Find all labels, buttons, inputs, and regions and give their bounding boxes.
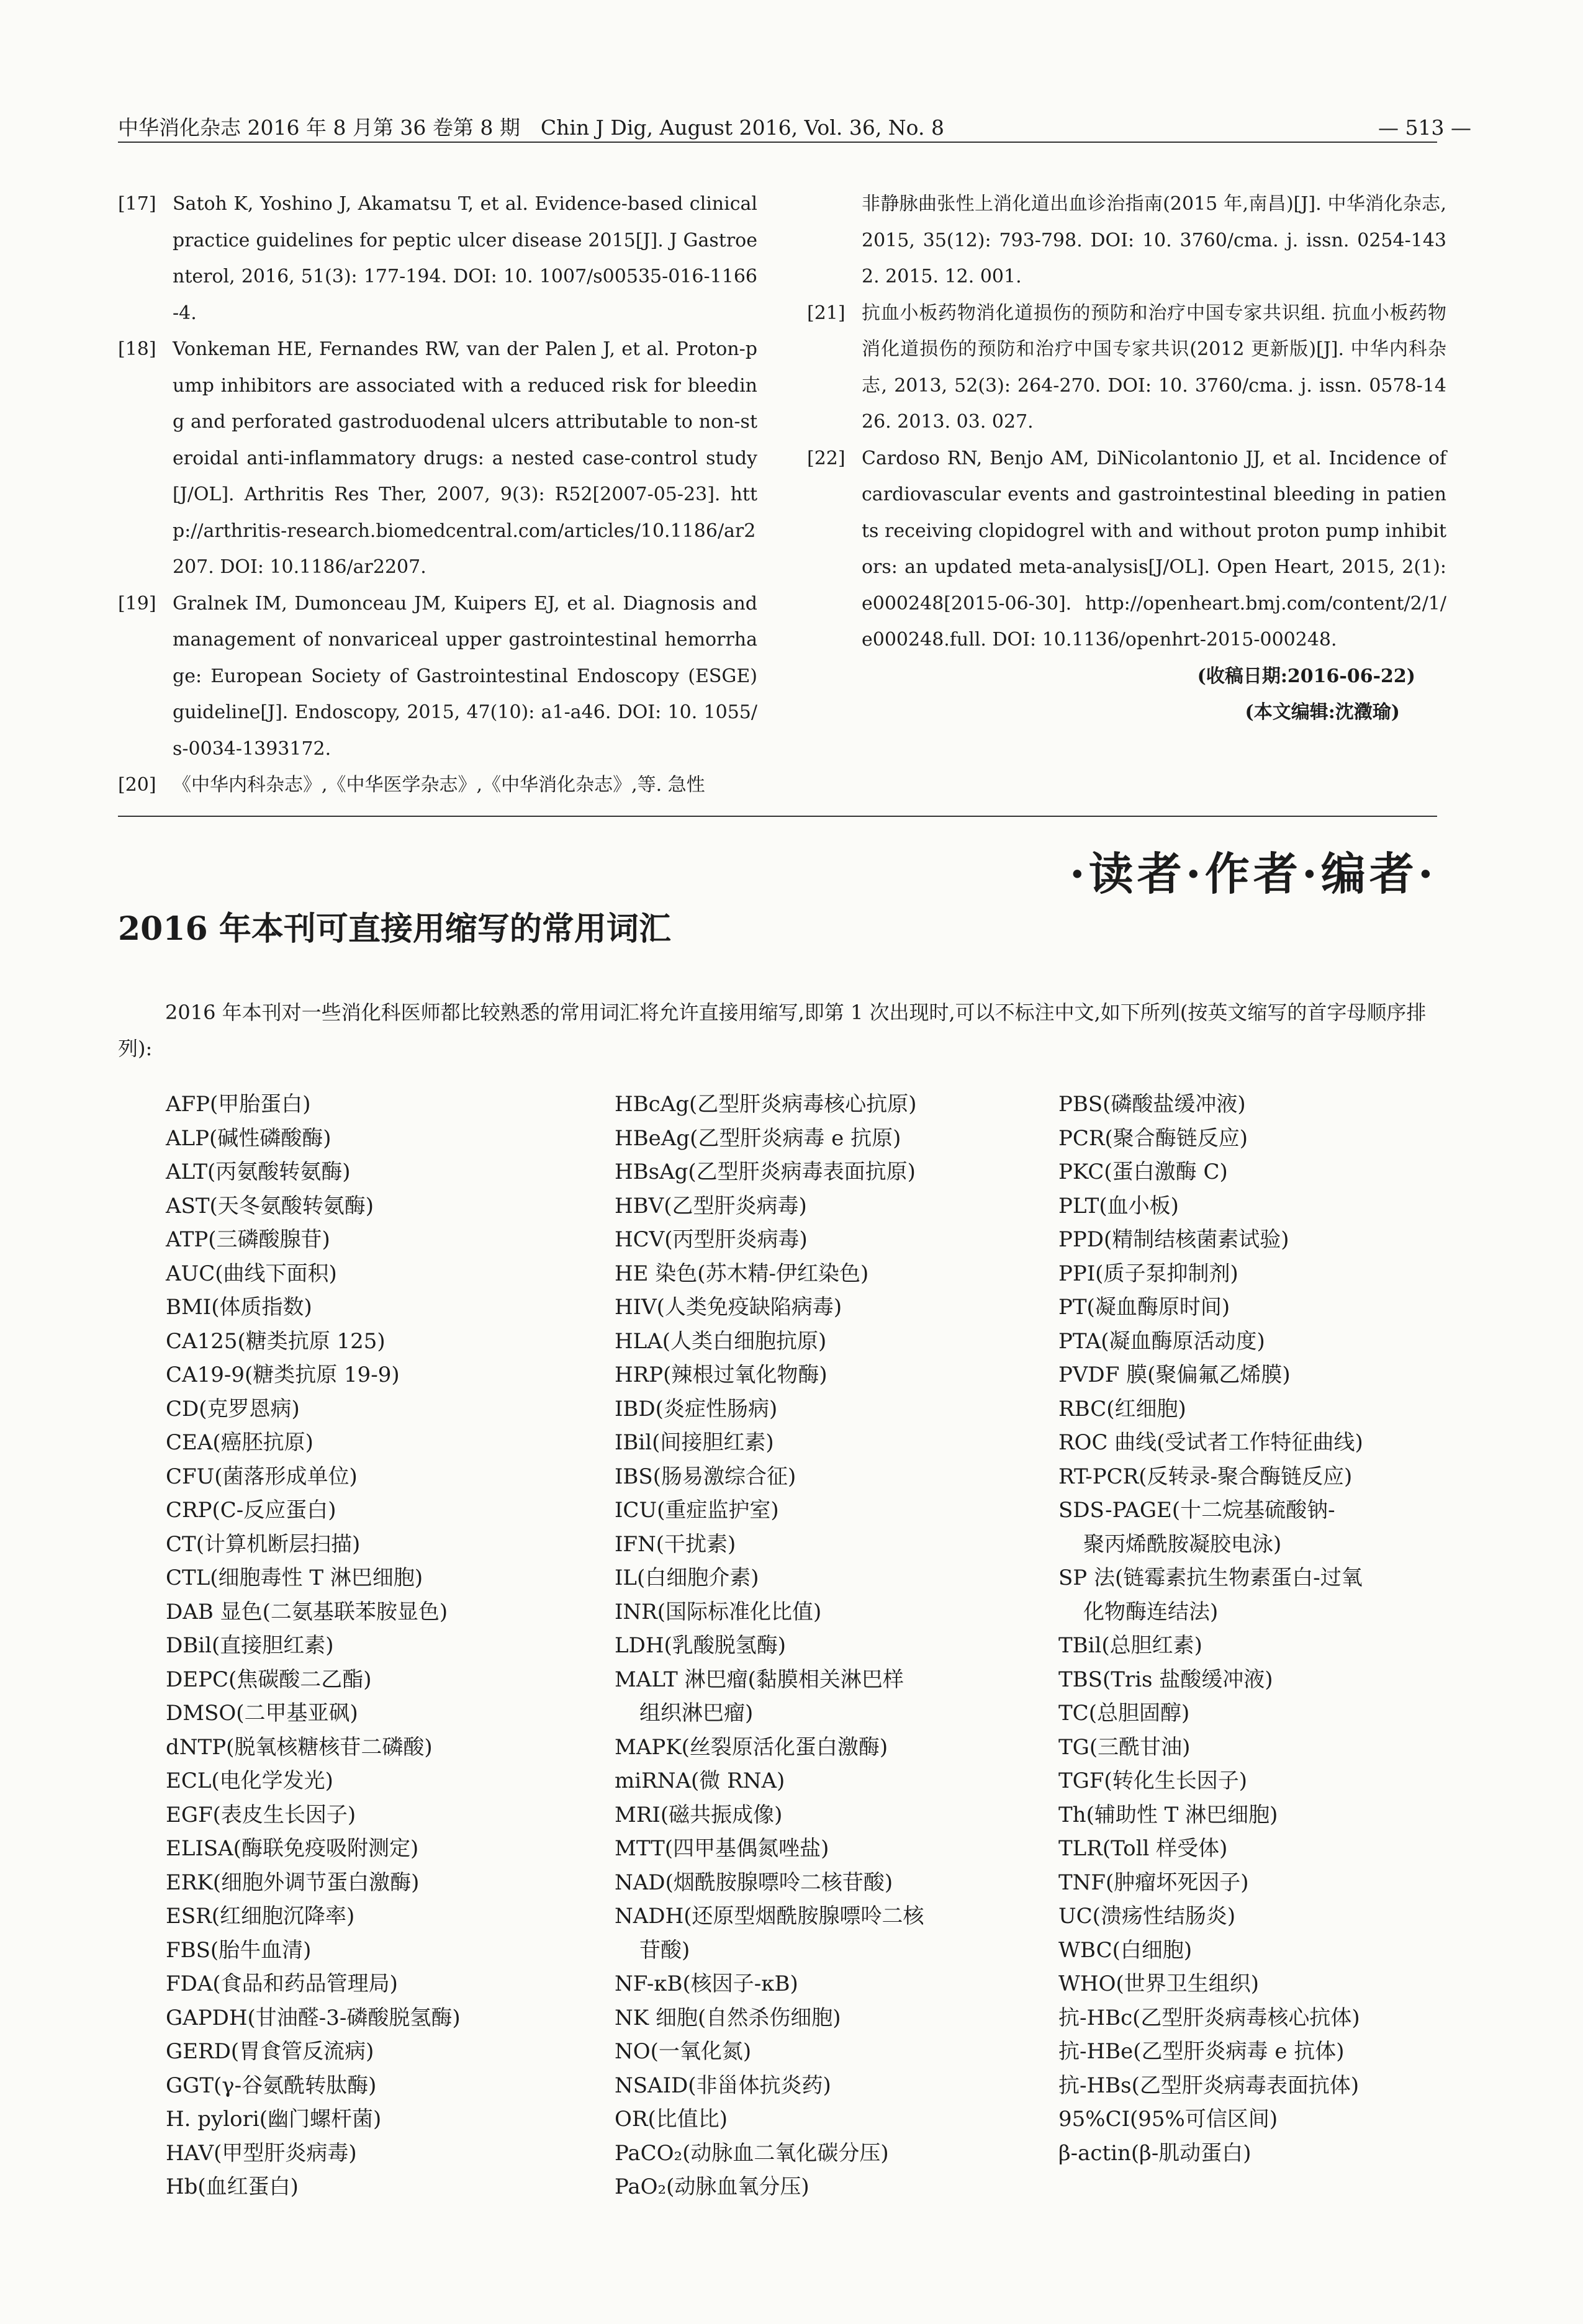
abbreviation-entry: TC(总胆固醇) (1058, 1701, 1190, 1726)
abbreviation-entry: IBil(间接胆红素) (615, 1430, 774, 1455)
abbreviation-entry: UC(溃疡性结肠炎) (1058, 1904, 1236, 1929)
abbreviation-entry: ALT(丙氨酸转氨酶) (166, 1160, 351, 1184)
abbreviation-entry: MAPK(丝裂原活化蛋白激酶) (615, 1734, 888, 1760)
references-left-column (118, 186, 757, 804)
abbreviation-entry: DMSO(二甲基亚砜) (166, 1701, 358, 1726)
abbreviation-entry: TLR(Toll 样受体) (1058, 1836, 1228, 1861)
abbreviation-entry: CD(克罗恩病) (166, 1396, 300, 1421)
abbreviation-entry: HLA(人类白细胞抗原) (615, 1328, 827, 1354)
abbreviation-entry: TNF(肿瘤坏死因子) (1058, 1870, 1249, 1895)
abbreviation-entry: TG(三酰甘油) (1058, 1734, 1191, 1760)
abbreviation-entry: MRI(磁共振成像) (615, 1802, 783, 1827)
abbreviation-entry: PT(凝血酶原时间) (1058, 1295, 1230, 1320)
abbreviation-entry: 抗-HBs(乙型肝炎病毒表面抗体) (1058, 2073, 1360, 2098)
abbreviation-entry: PaO₂(动脉血氧分压) (615, 2174, 810, 2199)
section-label: ·读者·作者·编者· (1069, 847, 1437, 900)
abbreviation-entry: CT(计算机断层扫描) (166, 1531, 361, 1557)
abbreviation-entry: 化物酶连结法) (1083, 1599, 1219, 1624)
abbreviation-entry: dNTP(脱氧核糖核苷二磷酸) (166, 1734, 433, 1760)
abbreviation-entry: ERK(细胞外调节蛋白激酶) (166, 1870, 420, 1895)
abbreviation-entry: RBC(红细胞) (1058, 1396, 1186, 1421)
abbreviation-entry: CEA(癌胚抗原) (166, 1430, 313, 1455)
abbreviation-entry: HRP(辣根过氧化物酶) (615, 1362, 828, 1387)
abbreviation-entry: 抗-HBc(乙型肝炎病毒核心抗体) (1058, 2005, 1360, 2030)
abbreviation-entry: ELISA(酶联免疫吸附测定) (166, 1836, 419, 1861)
abbreviation-entry: PTA(凝血酶原活动度) (1058, 1328, 1265, 1354)
abbreviation-entry: NADH(还原型烟酰胺腺嘌呤二核 (615, 1904, 924, 1929)
abbreviation-entry: ECL(电化学发光) (166, 1768, 333, 1793)
article-intro (118, 994, 1437, 1066)
abbreviation-entry: HAV(甲型肝炎病毒) (166, 2140, 357, 2166)
abbreviation-entry: NSAID(非甾体抗炎药) (615, 2073, 831, 2098)
abbreviation-entry: ROC 曲线(受试者工作特征曲线) (1058, 1430, 1363, 1455)
abbreviation-entry: RT-PCR(反转录-聚合酶链反应) (1058, 1464, 1353, 1489)
abbreviation-entry: MALT 淋巴瘤(黏膜相关淋巴样 (615, 1667, 904, 1692)
abbreviation-entry: EGF(表皮生长因子) (166, 1802, 356, 1827)
abbreviation-column-3 (1058, 1088, 1363, 2170)
abbreviation-entry: TGF(转化生长因子) (1058, 1768, 1247, 1793)
abbreviation-entry: GERD(胃食管反流病) (166, 2039, 374, 2064)
abbreviation-entry: HBV(乙型肝炎病毒) (615, 1193, 807, 1218)
intro-paragraph: 2016 年本刊对一些消化科医师都比较熟悉的常用词汇将允许直接用缩写,即第 1 次出现时,可以不标注中文,如下所列(按英文缩写的首字母顺序排列): (118, 1001, 1427, 1060)
reference-22: [22] Cardoso RN, Benjo AM, DiNicolantonio JJ, et al. Incidence of cardiovascular events and gastrointestinal bleeding in patients receiving clopidogrel with and without proton pump inhibitors: an updated meta-analysis[J/OL]. Open Heart, 2015, 2(1): e000248[2015-06-30]. http://openheart.bmj.com/content/2/1/e000248.full. DOI: 10.1136/openhrt-2015-000248. (807, 447, 1446, 651)
header-rule (118, 142, 1437, 143)
abbreviation-entry: PVDF 膜(聚偏氟乙烯膜) (1058, 1362, 1291, 1387)
abbreviation-entry: LDH(乳酸脱氢酶) (615, 1633, 787, 1658)
abbreviation-entry: GAPDH(甘油醛-3-磷酸脱氢酶) (166, 2005, 461, 2030)
abbreviation-entry: CTL(细胞毒性 T 淋巴细胞) (166, 1565, 423, 1590)
abbreviation-entry: β-actin(β-肌动蛋白) (1058, 2140, 1252, 2166)
abbreviation-entry: MTT(四甲基偶氮唑盐) (615, 1836, 829, 1861)
abbreviation-entry: ATP(三磷酸腺苷) (166, 1227, 330, 1252)
abbreviation-entry: CA19-9(糖类抗原 19-9) (166, 1362, 400, 1387)
reference-20: [20] 《中华内科杂志》,《中华医学杂志》,《中华消化杂志》,等. 急性 (118, 774, 705, 796)
abbreviation-column-2 (615, 1088, 924, 2204)
section-rule (118, 816, 1437, 817)
abbreviation-entry: SP 法(链霉素抗生物素蛋白-过氧 (1058, 1565, 1363, 1590)
abbreviation-entry: DEPC(焦碳酸二乙酯) (166, 1667, 372, 1692)
abbreviation-entry: miRNA(微 RNA) (615, 1768, 785, 1793)
abbreviation-entry: HBcAg(乙型肝炎病毒核心抗原) (615, 1092, 917, 1117)
editor-note: (本文编辑:沈瀓瑜) (1245, 701, 1400, 723)
reference-17: [17] Satoh K, Yoshino J, Akamatsu T, et al. Evidence-based clinical practice guidelines for peptic ulcer disease 2015[J]. J Gastroenterol, 2016, 51(3): 177-194. DOI: 10. 1007/s00535-016-1166-4. (118, 193, 757, 324)
abbreviation-entry: CRP(C-反应蛋白) (166, 1498, 336, 1523)
page-number: — 513 — (1378, 115, 1471, 140)
abbreviation-entry: FDA(食品和药品管理局) (166, 1971, 398, 1996)
abbreviation-entry: PLT(血小板) (1058, 1193, 1179, 1218)
abbreviation-entry: WBC(白细胞) (1058, 1937, 1193, 1963)
abbreviation-entry: AST(天冬氨酸转氨酶) (166, 1193, 374, 1218)
abbreviation-entry: HIV(人类免疫缺陷病毒) (615, 1295, 842, 1320)
abbreviation-entry: NAD(烟酰胺腺嘌呤二核苷酸) (615, 1870, 893, 1895)
abbreviation-entry: CA125(糖类抗原 125) (166, 1328, 386, 1354)
abbreviation-entry: PaCO₂(动脉血二氧化碳分压) (615, 2140, 889, 2166)
abbreviation-entry: NF-κB(核因子-κB) (615, 1971, 798, 1996)
abbreviation-entry: TBS(Tris 盐酸缓冲液) (1058, 1667, 1273, 1692)
running-header (118, 107, 1471, 144)
abbreviation-entry: 95%CI(95%可信区间) (1058, 2107, 1278, 2132)
abbreviation-entry: AUC(曲线下面积) (166, 1261, 337, 1286)
abbreviation-entry: IL(白细胞介素) (615, 1565, 759, 1590)
received-date: (收稿日期:2016-06-22) (1197, 665, 1415, 687)
reference-18: [18] Vonkeman HE, Fernandes RW, van der Palen J, et al. Proton-pump inhibitors are associated with a reduced risk for bleeding and perforated gastroduodenal ulcers attributable to non-steroidal anti-inflammatory drugs: a nested case-control study [J/OL]. Arthritis Res Ther, 2007, 9(3): R52[2007-05-23]. http://arthritis-research.biomedcentral.com/articles/10.1186/ar2207. DOI: 10.1186/ar2207. (118, 338, 757, 578)
abbreviation-entry: H. pylori(幽门螺杆菌) (166, 2107, 382, 2132)
abbreviation-entry: NO(一氧化氮) (615, 2039, 752, 2064)
abbreviation-entry: IBD(炎症性肠病) (615, 1396, 778, 1421)
abbreviation-entry: AFP(甲胎蛋白) (166, 1092, 311, 1117)
references-right-column (807, 186, 1446, 731)
abbreviation-entry: 苷酸) (639, 1937, 690, 1963)
article-title: 2016 年本刊可直接用缩写的常用词汇 (118, 910, 671, 948)
abbreviation-column-1 (166, 1088, 461, 2204)
abbreviation-entry: PKC(蛋白激酶 C) (1058, 1160, 1228, 1184)
abbreviation-entry: DBil(直接胆红素) (166, 1633, 334, 1658)
abbreviation-entry: PCR(聚合酶链反应) (1058, 1125, 1248, 1151)
abbreviation-entry: BMI(体质指数) (166, 1295, 312, 1320)
abbreviation-entry: INR(国际标准化比值) (615, 1599, 822, 1624)
abbreviation-entry: GGT(γ-谷氨酰转肽酶) (166, 2073, 377, 2098)
abbreviation-entry: TBil(总胆红素) (1058, 1633, 1202, 1658)
abbreviation-entry: SDS-PAGE(十二烷基硫酸钠- (1058, 1498, 1335, 1523)
abbreviation-entry: 抗-HBe(乙型肝炎病毒 e 抗体) (1058, 2039, 1345, 2064)
abbreviation-entry: HCV(丙型肝炎病毒) (615, 1227, 808, 1252)
abbreviation-entry: FBS(胎牛血清) (166, 1937, 312, 1963)
abbreviation-entry: PPI(质子泵抑制剂) (1058, 1261, 1238, 1286)
reference-20-continuation: 非静脉曲张性上消化道出血诊治指南(2015 年,南昌)[J]. 中华消化杂志, 2015, 35(12): 793-798. DOI: 10. 3760/cma. j. issn. 0254-1432. 2015. 12. 001. (862, 193, 1446, 287)
abbreviation-entry: CFU(菌落形成单位) (166, 1464, 358, 1489)
abbreviation-entry: Th(辅助性 T 淋巴细胞) (1058, 1802, 1278, 1827)
abbreviation-entry: DAB 显色(二氨基联苯胺显色) (166, 1599, 448, 1624)
reference-21: [21] 抗血小板药物消化道损伤的预防和治疗中国专家共识组. 抗血小板药物消化道损伤的预防和治疗中国专家共识(2012 更新版)[J]. 中华内科杂志, 2013, 52(3): 264-270. DOI: 10. 3760/cma. j. issn. 0578-1426. 2013. 03. 027. (807, 302, 1446, 433)
abbreviation-entry: PPD(精制结核菌素试验) (1058, 1227, 1289, 1252)
abbreviation-entry: NK 细胞(自然杀伤细胞) (615, 2005, 841, 2030)
abbreviation-entry: IBS(肠易激综合征) (615, 1464, 796, 1489)
abbreviation-entry: ALP(碱性磷酸酶) (166, 1125, 331, 1151)
abbreviation-entry: ESR(红细胞沉降率) (166, 1904, 355, 1929)
abbreviation-entry: OR(比值比) (615, 2107, 728, 2132)
abbreviation-entry: 聚丙烯酰胺凝胶电泳) (1083, 1531, 1282, 1557)
abbreviation-entry: 组织淋巴瘤) (639, 1701, 754, 1726)
abbreviation-entry: HBeAg(乙型肝炎病毒 e 抗原) (615, 1125, 901, 1151)
journal-citation: 中华消化杂志 2016 年 8 月第 36 卷第 8 期 Chin J Dig, August 2016, Vol. 36, No. 8 (118, 115, 944, 140)
abbreviation-entry: ICU(重症监护室) (615, 1498, 779, 1523)
abbreviation-entry: IFN(干扰素) (615, 1531, 736, 1557)
abbreviation-entry: HE 染色(苏木精-伊红染色) (615, 1261, 869, 1286)
abbreviation-entry: HBsAg(乙型肝炎病毒表面抗原) (615, 1160, 916, 1184)
abbreviation-entry: WHO(世界卫生组织) (1058, 1971, 1259, 1996)
abbreviation-entry: PBS(磷酸盐缓冲液) (1058, 1092, 1246, 1117)
reference-19: [19] Gralnek IM, Dumonceau JM, Kuipers EJ, et al. Diagnosis and management of nonvariceal upper gastrointestinal hemorrhage: European Society of Gastrointestinal Endoscopy (ESGE) guideline[J]. Endoscopy, 2015, 47(10): a1-a46. DOI: 10. 1055/s-0034-1393172. (118, 592, 757, 760)
abbreviation-entry: Hb(血红蛋白) (166, 2174, 299, 2199)
